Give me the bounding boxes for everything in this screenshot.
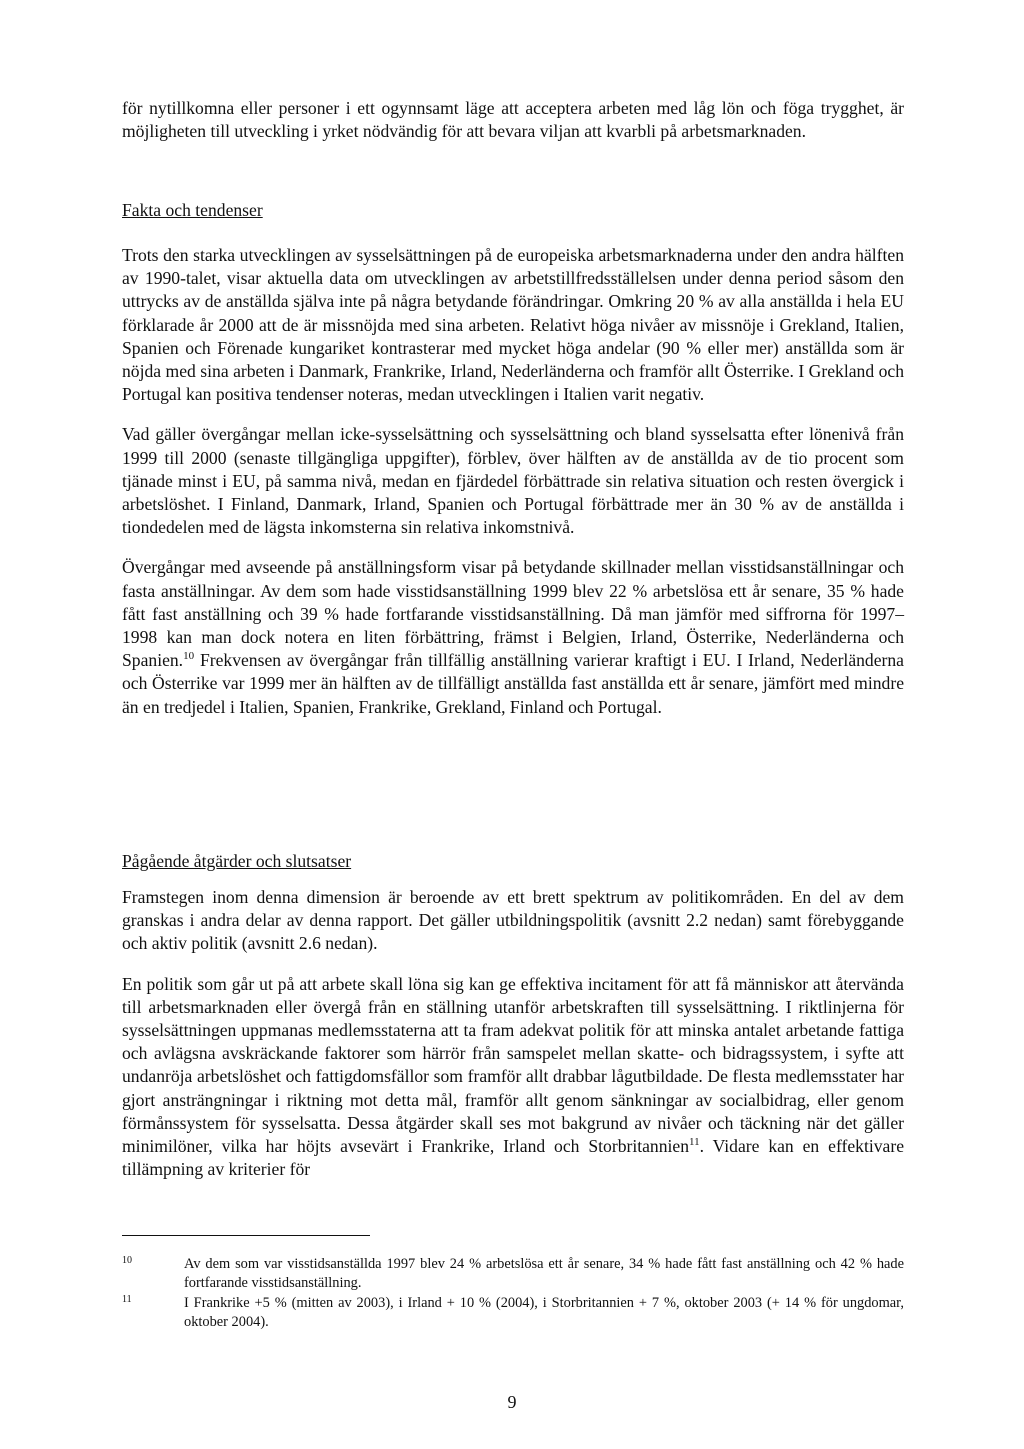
facts-paragraph-3-text: Övergångar med avseende på anställningsform visar på betydande skillnader mellan visstidsanställningar och fasta anställningar. Av dem som hade visstidsanställning 1999 blev 22 % arbetslösa ett år senare, 35 % hade fått fast anställning och 39 % hade fortfarande visstidsanställning. Då man jämför med siffrorna för 1997–1998 kan man dock notera en liten förbättring, främst i Belgien, Irland, Österrike, Nederländerna och Spanien. [122,557,904,671]
section-heading-facts: Fakta och tendenser [122,200,263,220]
footnote-11 [122,1294,904,1332]
section-heading-measures: Pågående åtgärder och slutsatser [122,851,352,871]
intro-text-block [122,97,904,160]
footnote-number: 10 [122,1255,132,1266]
footnote-text: Av dem som var visstidsanställda 1997 blev 24 % arbetslösa ett år senare, 34 % hade fått fast anställning och 42 % hade fortfarande visstidsanställning. [184,1256,904,1291]
intro-paragraph: för nytillkomna eller personer i ett ogynnsamt läge att acceptera arbeten med låg lön och föga trygghet, är möjligheten till utveckling i yrket nödvändig för att bevara viljan att kvarbli på arbetsmarknaden. [122,98,904,142]
footnote-10 [122,1255,904,1293]
measures-paragraph-2-text: En politik som går ut på att arbete skall löna sig kan ge effektiva incitament för att få människor att återvända till arbetsmarknaden eller övergå från en ställning utanför arbetskraften till sysselsättning. I riktlinjerna för sysselsättningen uppmanas medlemsstaterna att ta fram adekvat politik för att minska antalet arbetande fattiga och avlägsna avskräckande faktorer som härrör från samspelet mellan skatte- och bidragssystem, i syfte att undanröja arbetslöshet och fattigdomsfällor som framför allt drabbar lågutbildade. De flesta medlemsstater har gjort ansträngningar i riktning mot detta mål, framför allt genom sänkningar av socialbidrag, eller genom förmånssystem för sysselsatta. Dessa åtgärder skall ses mot bakgrund av nivåer och täckning när det gäller minimilöner, vilka har höjts avsevärt i Frankrike, Irland och Storbritannien [122,973,904,1157]
facts-paragraph-1: Trots den starka utvecklingen av sysselsättningen på de europeiska arbetsmarknaderna under den andra hälften av 1990-talet, visar aktuella data om utvecklingen av arbetstillfredsställelsen under denna period såsom den uttrycks av de anställda själva inte på några betydande förändringar. Omkring 20 % av alla anställda i hela EU förklarade år 2000 att de är missnöjda med sina arbeten. Relativt höga nivåer av missnöje i Grekland, Italien, Spanien och Förenade kungariket kontrasterar med mycket höga andelar (90 % eller mer) anställda som är nöjda med sina arbeten i Danmark, Frankrike, Irland, Nederländerna och framför allt Österrike. I Grekland och Portugal kan positiva tendenser noteras, medan utvecklingen i Italien varit negativ. [122,245,904,405]
measures-paragraph-2 [122,973,904,1182]
footnote-separator [122,1235,370,1236]
footnote-number: 11 [122,1294,132,1305]
facts-paragraph-3 [122,556,904,718]
measures-paragraph-2-rest: . Vidare kan en effektivare tillämpning av kriterier för [122,1136,904,1180]
section-facts-body [122,244,904,736]
footnote-ref-11[interactable]: 11 [689,1136,700,1149]
page-number: 9 [507,1392,517,1412]
facts-paragraph-2: Vad gäller övergångar mellan icke-sysselsättning och sysselsättning och bland sysselsatta efter lönenivå från 1999 till 2000 (senaste tillgängliga uppgifter), förblev, över hälften av de anställda av de tio procent som tjänade minst i EU, på samma nivå, medan en fjärdedel förbättrade sin relativa situation och resten övergick i arbetslöshet. I Finland, Danmark, Irland, Spanien och Portugal förbättrade mer än 30 % av de anställda i tiondedelen med de lägsta inkomsterna sin relativa inkomstnivå. [122,424,904,538]
section-measures-body [122,886,904,1198]
footnote-text: I Frankrike +5 % (mitten av 2003), i Irland + 10 % (2004), i Storbritannien + 7 %, oktober 2003 (+ 14 % för ungdomar, oktober 2004). [184,1295,904,1330]
measures-paragraph-1: Framstegen inom denna dimension är beroende av ett brett spektrum av politikområden. En del av dem granskas i andra delar av denna rapport. Det gäller utbildningspolitik (avsnitt 2.2 nedan) samt förebyggande och aktiv politik (avsnitt 2.6 nedan). [122,887,904,954]
footnote-ref-10[interactable]: 10 [183,650,195,663]
facts-paragraph-3-rest: Frekvensen av övergångar från tillfällig anställning varierar kraftigt i EU. I Irland, Nederländerna och Österrike var 1999 mer än hälften av de tillfälligt anställda fast anställda ett år senare, jämfört med mindre än en tredjedel i Italien, Spanien, Frankrike, Grekland, Finland och Portugal. [122,650,904,717]
